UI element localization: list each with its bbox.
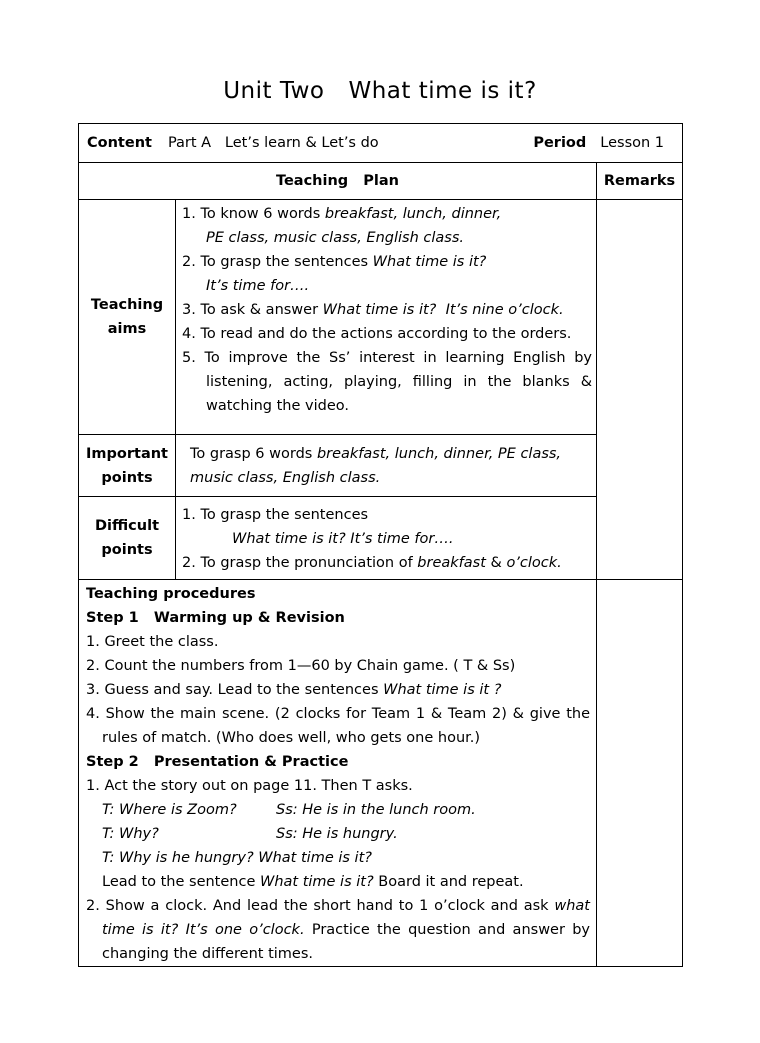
teaching-plan-table bbox=[78, 123, 683, 967]
content-label: Content bbox=[87, 135, 152, 151]
unit-title: Unit Two bbox=[223, 78, 325, 104]
aim-item-2-cont: It’s time for…. bbox=[206, 278, 310, 294]
important-points-content: To grasp 6 words breakfast, lunch, dinner, PE class, music class, English class. bbox=[176, 435, 597, 497]
aim-item-5-cont: listening, acting, playing, filling in the blanks & bbox=[206, 374, 592, 390]
important-points-row bbox=[79, 435, 683, 497]
aim-item-5: 5. To improve the Ss’ interest in learning English by bbox=[182, 350, 592, 366]
step-1-heading: Step 1 Warming up & Revision bbox=[86, 610, 345, 626]
period-value: Lesson 1 bbox=[600, 135, 665, 151]
procedures-row bbox=[79, 580, 683, 967]
aim-item-4: 4. To read and do the actions according to the orders. bbox=[182, 326, 572, 342]
difficult-points-row bbox=[79, 497, 683, 580]
lesson-question-title: What time is it? bbox=[348, 78, 537, 104]
difficult-points-content: 1. To grasp the sentences What time is it? It’s time for…. 2. To grasp the pronunciation of breakfast & o’clock. bbox=[176, 497, 597, 580]
plan-header-row bbox=[79, 163, 683, 200]
dialogue-line-1: T: Where is Zoom? Ss: He is in the lunch room. bbox=[102, 802, 476, 818]
procedures-content: Teaching procedures Step 1 Warming up & Revision 1. Greet the class. 2. Count the numbers from 1—60 by Chain game. ( T & Ss) 3. Guess and say. Lead to the sentences What time is it ? 4. Show the main scene. (2 clocks for Team 1 & Team 2) & give the rules of match. (Who does well, who gets one hour.) Step 2 Presentation & Practice 1. Act the story out on page 11. Then T asks. T: Where is Zoom? Ss: He is in the lunch room. T: Why? Ss: He is hungry. T: Why is he hungry? What time is it? Lead to the sentence What time is it? Board it and repeat. 2. Show a clock. And lead the short hand to 1 o’clock and ask what time is it? It’s one o’clock. Practice the question and answer by changing the different times. bbox=[79, 580, 597, 967]
page-title bbox=[0, 78, 760, 104]
dialogue-line-3: T: Why is he hungry? What time is it? bbox=[102, 850, 372, 866]
difficult-points-label: Difficult points bbox=[79, 497, 176, 580]
period-label: Period bbox=[533, 135, 587, 151]
content-row bbox=[79, 124, 683, 163]
remarks-cell bbox=[597, 200, 683, 580]
aim-item-3: 3. To ask & answer What time is it? It’s nine o’clock. bbox=[182, 302, 564, 318]
teaching-aims-row bbox=[79, 200, 683, 435]
teaching-aims-content bbox=[176, 200, 597, 435]
important-points-label: Important points bbox=[79, 435, 176, 497]
aim-item-2: 2. To grasp the sentences What time is it? bbox=[182, 254, 487, 270]
teaching-plan-heading: Teaching Plan bbox=[275, 173, 400, 189]
content-value: Part A Let’s learn & Let’s do bbox=[167, 135, 379, 151]
dialogue-line-2: T: Why? Ss: He is hungry. bbox=[102, 826, 398, 842]
remarks-cell-procedures bbox=[597, 580, 683, 967]
aim-item-1: 1. To know 6 words breakfast, lunch, dinner, bbox=[182, 206, 502, 222]
aim-item-5-end: watching the video. bbox=[206, 398, 349, 414]
teaching-aims-label: Teaching aims bbox=[79, 200, 176, 435]
step-2-heading: Step 2 Presentation & Practice bbox=[86, 754, 349, 770]
procedures-heading: Teaching procedures bbox=[86, 586, 256, 602]
aim-item-1-cont: PE class, music class, English class. bbox=[206, 230, 464, 246]
remarks-heading: Remarks bbox=[603, 173, 676, 189]
